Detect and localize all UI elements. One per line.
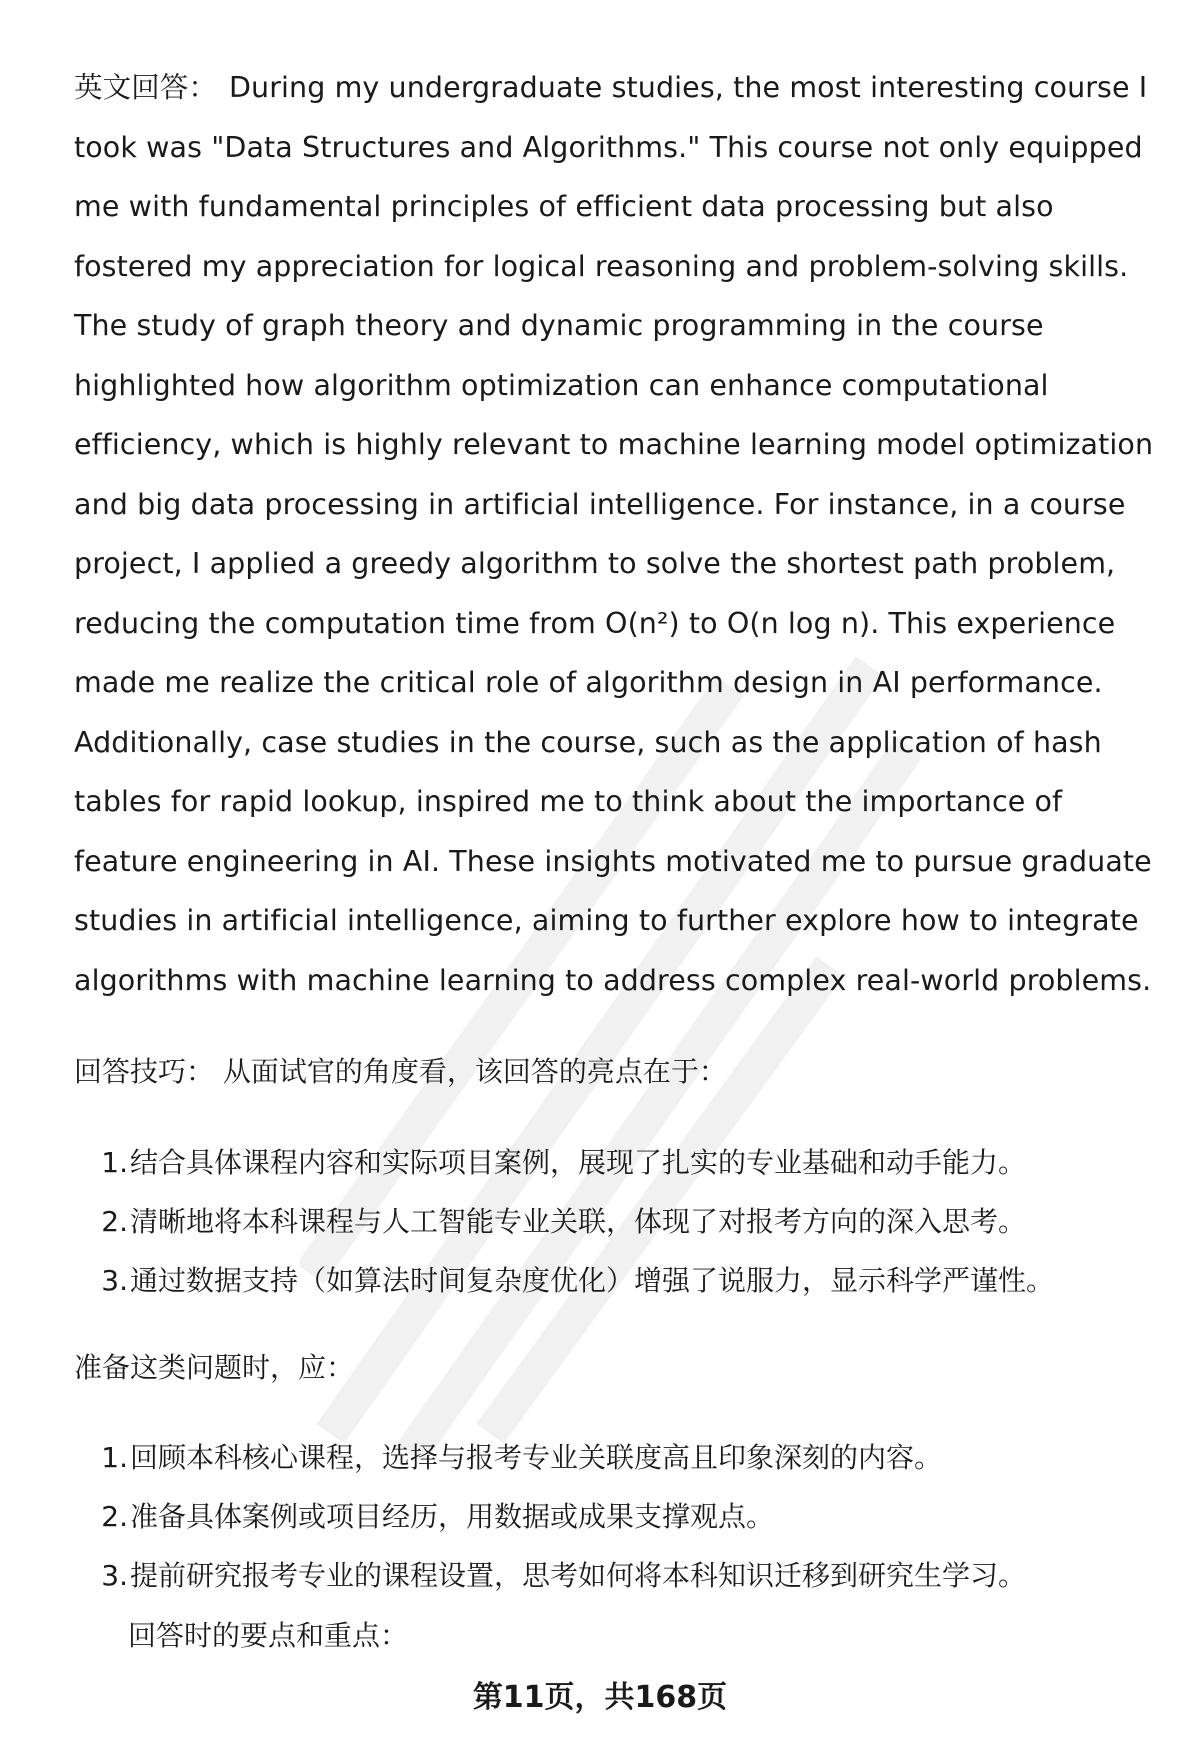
list-item — [74, 1428, 1026, 1487]
list-number: 1. — [101, 1146, 128, 1179]
list-item — [74, 1133, 1054, 1192]
key-points-heading: 回答时的要点和重点： — [128, 1619, 409, 1652]
english-answer-text: During my undergraduate studies, the most interesting course I took was "Data Structures and Algorithms." This course not only equipped me with fundamental principles of efficient data processing but also fostered my appreciation for logical reasoning and problem-solving skills. The study of graph theory and dynamic programming in the course highlighted how algorithm optimization can enhance computational efficiency, which is highly relevant to machine learning model optimization and big data processing in artificial intelligence. For instance, in a course project, I applied a greedy algorithm to solve the shortest path problem, reducing the computation time from O(n²) to O(n log n). This experience made me realize the critical role of algorithm design in AI performance. Additionally, case studies in the course, such as the application of hash tables for rapid lookup, inspired me to think about the importance of feature engineering in AI. These insights motivated me to pursue graduate studies in artificial intelligence, aiming to further explore how to integrate algorithms with machine learning to address complex real-world problems. — [74, 71, 1154, 997]
english-answer-label: 英文回答： — [74, 71, 218, 104]
list-number: 2. — [101, 1205, 128, 1238]
list-item — [74, 1251, 1054, 1310]
list-number: 3. — [101, 1264, 128, 1297]
english-answer-paragraph — [74, 58, 1154, 1010]
answer-tips-list — [74, 1133, 1054, 1310]
list-item-text: 清晰地将本科课程与人工智能专业关联，体现了对报考方向的深入思考。 — [130, 1205, 1027, 1238]
preparation-list — [74, 1428, 1026, 1605]
list-item — [74, 1192, 1054, 1251]
list-item-text: 结合具体课程内容和实际项目案例，展现了扎实的专业基础和动手能力。 — [130, 1146, 1027, 1179]
list-item-text: 通过数据支持（如算法时间复杂度优化）增强了说服力，显示科学严谨性。 — [130, 1264, 1055, 1297]
list-number: 1. — [101, 1441, 128, 1474]
list-item — [74, 1487, 1026, 1546]
preparation-heading: 准备这类问题时，应： — [74, 1351, 355, 1384]
list-item — [74, 1546, 1026, 1605]
list-number: 3. — [101, 1559, 128, 1592]
list-item-text: 提前研究报考专业的课程设置，思考如何将本科知识迁移到研究生学习。 — [130, 1559, 1027, 1592]
answer-tips-heading: 回答技巧： 从面试官的角度看，该回答的亮点在于： — [74, 1055, 727, 1088]
list-item-text: 回顾本科核心课程，选择与报考专业关联度高且印象深刻的内容。 — [130, 1441, 943, 1474]
list-item-text: 准备具体案例或项目经历，用数据或成果支撑观点。 — [130, 1500, 775, 1533]
list-number: 2. — [101, 1500, 128, 1533]
page-number-footer: 第11页，共168页 — [472, 1680, 728, 1715]
